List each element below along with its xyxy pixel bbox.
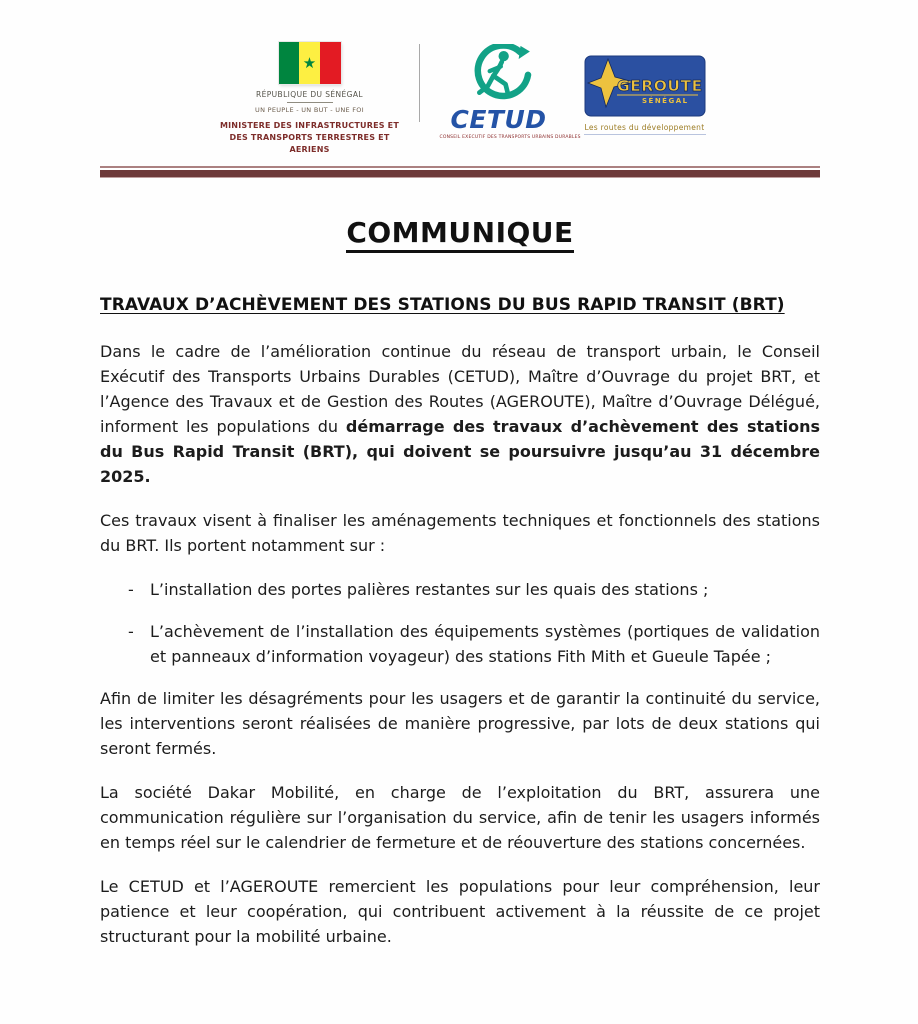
- ageroute-badge-icon: [584, 55, 706, 117]
- bullet-text-equipment: L’achèvement de l’installation des équipements systèmes (portiques de validation et panneaux d’information voyageur) des stations Fith Mith et Gueule Tapée ;: [150, 621, 820, 666]
- logo-separator: [419, 44, 420, 122]
- bullet-marker: -: [128, 621, 134, 641]
- paragraph-intro-bold: démarrage des travaux d’achèvement des stations du Bus Rapid Transit (BRT), qui doivent se poursuivre jusqu’au 31 décembre 2025.: [100, 416, 821, 486]
- republic-label: RÉPUBLIQUE DU SÉNÉGAL: [255, 90, 364, 99]
- paragraph-mitigation: Afin de limiter les désagréments pour les usagers et de garantir la continuité du service, les interventions seront réalisées de manière progressive, par lots de deux stations qui seront fermés.: [100, 688, 820, 758]
- paragraph-scope: Ces travaux visent à finaliser les aménagements techniques et fonctionnels des stations du BRT. Ils portent notamment sur :: [100, 510, 820, 555]
- document-title: [100, 216, 820, 253]
- flag-star-icon: ★: [302, 53, 317, 72]
- document-subject: TRAVAUX D’ACHÈVEMENT DES STATIONS DU BUS RAPID TRANSIT (BRT): [100, 294, 785, 315]
- cetud-logo: [439, 44, 581, 140]
- paragraph-thanks: Le CETUD et l’AGEROUTE remercient les populations pour leur compréhension, leur patience et leur coopération, qui contribuent activement à la réussite de ce projet structurant pour la mobilité urbaine.: [100, 876, 820, 946]
- cetud-wordmark: CETUD: [450, 105, 547, 134]
- paragraph-operator: La société Dakar Mobilité, en charge de l’exploitation du BRT, assurera une communication régulière sur l’organisation du service, afin de tenir les usagers informés en temps réel sur le calendrier de fermeture et de réouverture des stations concernées.: [100, 782, 820, 852]
- list-item: [100, 619, 820, 669]
- list-item: [100, 577, 820, 602]
- ageroute-country-label: SÉNÉGAL: [641, 97, 689, 105]
- document-header: [100, 0, 820, 157]
- paragraph-intro: [100, 339, 820, 489]
- ageroute-wordmark: GEROUTE: [616, 77, 703, 95]
- document-title-text: COMMUNIQUE: [346, 216, 573, 253]
- cetud-tagline: CONSEIL EXECUTIF DES TRANSPORTS URBAINS DURABLES: [439, 135, 581, 140]
- ministry-logo: [215, 42, 405, 157]
- ageroute-tagline: Les routes du développement: [584, 123, 706, 135]
- senegal-flag-icon: [279, 42, 341, 84]
- cetud-walker-icon: [462, 44, 536, 102]
- ministry-name-label: MINISTERE DES INFRASTRUCTURES ET DES TRANSPORTS TERRESTRES ET AERIENS: [219, 120, 400, 155]
- bullet-marker: -: [128, 579, 134, 599]
- document-body: [100, 339, 820, 949]
- ageroute-logo: [584, 55, 706, 135]
- paragraph-intro-normal: Dans le cadre de l’amélioration continue du réseau de transport urbain, le Conseil Exécutif des Transports Urbains Durables (CETUD), Maître d’Ouvrage du projet BRT, et l’Agence des Travaux et de Gestion des Routes (AGEROUTE), Maître d’Ouvrage Délégué, informent les populations du: [100, 341, 820, 436]
- bullet-text-doors: L’installation des portes palières restantes sur les quais des stations ;: [150, 579, 709, 599]
- motto-label: UN PEUPLE - UN BUT - UNE FOI: [255, 106, 364, 115]
- ministry-divider: [287, 102, 333, 103]
- header-rule: [100, 166, 820, 178]
